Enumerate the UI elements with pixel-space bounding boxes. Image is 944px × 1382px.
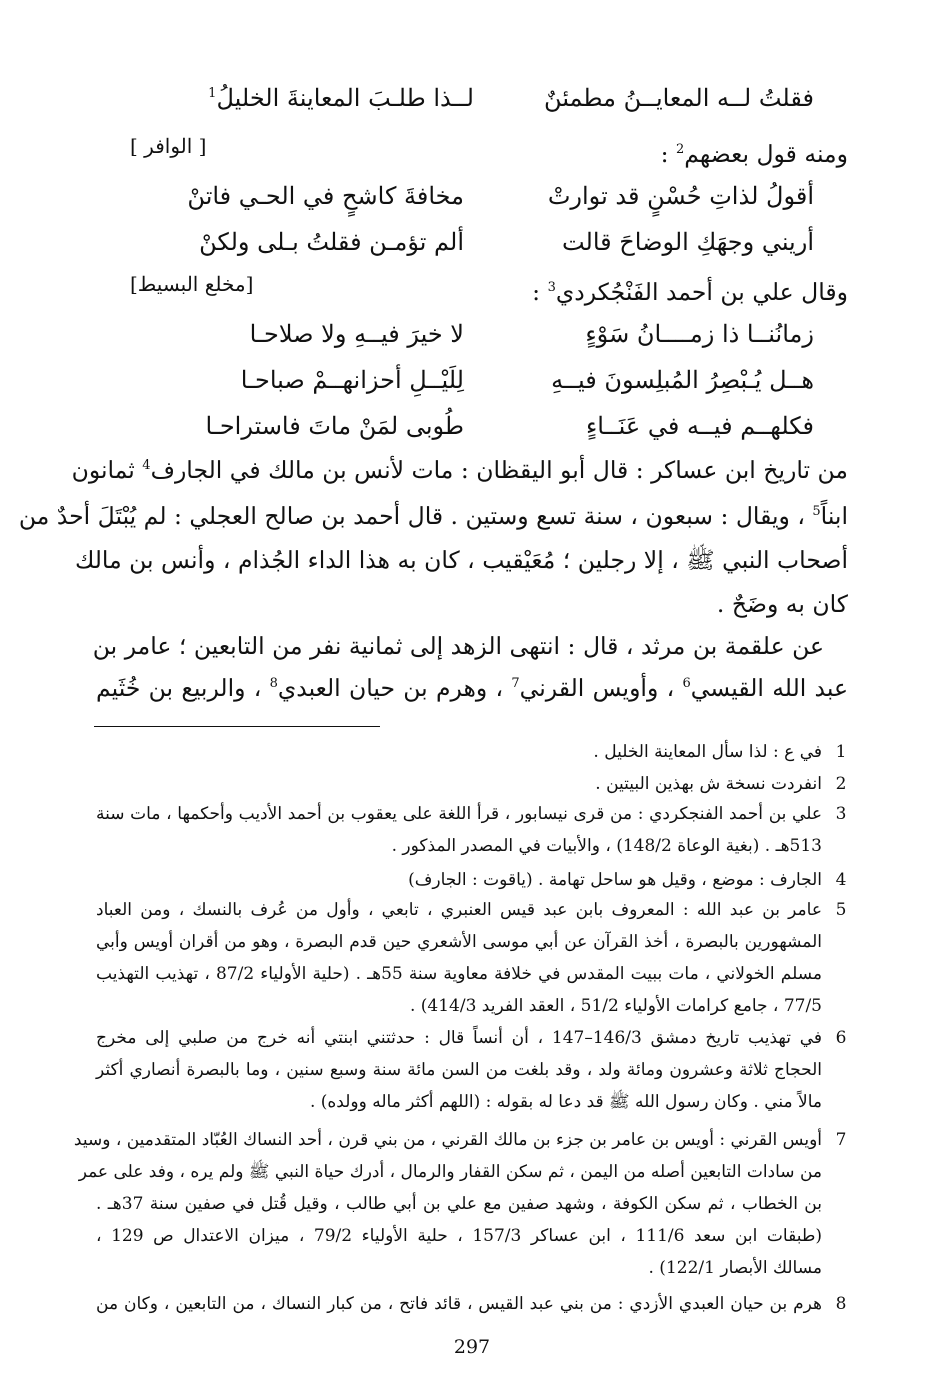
body-text-line (71, 450, 848, 490)
footnote (96, 894, 848, 1022)
body-text: ، والربيع بن خُثَيم (96, 674, 270, 702)
verse-second-hemistich (208, 78, 474, 118)
verse-first-hemistich: أريني وجهَكِ الوضاحَ قالت (561, 228, 814, 256)
footnote-number: 8 (835, 1294, 847, 1314)
footnote-ref: 5 (812, 504, 821, 520)
footnote-text: انفردت نسخة ش بهذين البيتين . (595, 774, 822, 794)
footnote-number: 5 (835, 900, 847, 920)
meter-label: [مخلع البسيط] (130, 272, 254, 296)
verse-first-hemistich: فقلتُ لــه المعايــنُ مطمئنٌ (544, 84, 814, 112)
footnote-text: مسالك الأبصار 122/1) . (648, 1258, 822, 1278)
body-text: ، ويقال : سبعون ، سنة تسع وستين . قال أحمد بن صالح العجلي : لم يُبْتَلَ أحدٌ من (18, 502, 813, 530)
body-text-line (96, 584, 848, 624)
poem-intro-text: ومنه قول بعضهم (684, 140, 848, 168)
footnote-text: عامر بن عبد الله : المعروف بابن عبد قيس العنبري ، تابعي ، وأول من عُرف بالنسك ، ومن العباد (96, 900, 822, 920)
body-text: ثمانون (71, 456, 143, 484)
poem-verse (0, 222, 944, 262)
footnote-text: الجارف : موضع ، وقيل هو ساحل تهامة . (ياقوت : الجارف) (408, 870, 822, 890)
footnote-number: 4 (835, 870, 847, 890)
poem-intro-text: وقال علي بن أحمد الفَنْجُكردي (555, 278, 848, 306)
footnote-text: علي بن أحمد الفنجكردي : من قرى نيسابور ، قرأ اللغة على يعقوب بن أحمد الأديب وأحكمها ، مات سنة (96, 804, 822, 824)
body-text: أصحاب النبي ﷺ ، إلا رجلين ؛ مُعَيْقيب ، كان به هذا الداء الجُذام ، وأنس بن مالك (74, 546, 848, 574)
footnote-text: في تهذيب تاريخ دمشق 146/3–147 ، أن أنساً قال : حدثتني ابنتي أنه خرج من صلبي إلى مخرج (96, 1028, 823, 1048)
verse-first-hemistich: زمانُنــا ذا زمــــانُ سَوْءٍ (585, 320, 814, 348)
poem-intro (661, 134, 848, 174)
footnote-text: بن الخطاب ، ثم سكن الكوفة ، وشهد صفين مع علي بن أبي طالب ، وقيل قُتل في صفين سنة 37هـ . (96, 1194, 822, 1214)
footnote (96, 798, 848, 862)
poem-verse (0, 406, 944, 446)
body-text: ، وهرم بن حيان العبدي (277, 674, 512, 702)
footnote (73, 1124, 848, 1284)
footnote-text: أويس القرني : أويس بن عامر بن جزء بن مالك القرني ، من بني قرن ، أحد النساك العُبّاد المتقدمين ، وسيد (73, 1130, 822, 1150)
verse-second-hemistich-text: لــذا طلـبَ المعاينةَ الخليلُ (216, 84, 474, 112)
footnote-ref: 4 (142, 458, 151, 474)
verse-second-hemistich: مخافةَ كاشحٍ في الحـي فاتنْ (187, 182, 464, 210)
footnote-text: مسلم الخولاني ، مات ببيت المقدس في خلافة معاوية سنة 55هـ . (حلية الأولياء 87/2 ، تهذيب التهذيب (96, 964, 822, 984)
footnote-ref: 7 (511, 676, 520, 692)
footnote-text: هرم بن حيان العبدي الأزدي : من بني عبد القيس ، قائد فاتح ، من كبار النساك ، من التابعين ، وكان من (96, 1294, 822, 1314)
footnote-text: مالاً مني . وكان رسول الله ﷺ قد دعا له بقوله : (اللهم أكثر ماله وولده) . (309, 1092, 822, 1112)
footnote-text: (طبقات ابن سعد 111/6 ، ابن عساكر 157/3 ، حلية الأولياء 79/2 ، ميزان الاعتدال ص 129 ، (96, 1226, 823, 1246)
footnote-separator (94, 726, 380, 727)
footnote-ref: 8 (269, 676, 278, 692)
body-text: عبد الله القيسي (690, 674, 848, 702)
footnote-text: المشهورين بالبصرة ، أخذ القرآن عن أبي موسى الأشعري حين قدم البصرة ، وهو من أقران أويس وأبي (96, 932, 822, 952)
footnote-text: 77/5 ، جامع كرامات الأولياء 51/2 ، العقد الفريد 414/3) . (409, 996, 822, 1016)
page-number: 297 (453, 1336, 491, 1358)
body-text-line (74, 540, 848, 580)
verse-first-hemistich: أقولُ لذاتِ حُسْنٍ قد توارتْ (547, 182, 814, 210)
footnote (96, 1022, 848, 1118)
body-text-line (92, 626, 824, 666)
footnote-text: 513هـ . (بغية الوعاة 148/2) ، والأبيات في المصدر المذكور . (391, 836, 822, 856)
verse-second-hemistich: ألم تؤمـن فقلتُ بـلى ولكنْ (199, 228, 464, 256)
poem-verse (0, 176, 944, 216)
verse-second-hemistich: لا خيرَ فيــهِ ولا صلاحـا (249, 320, 464, 348)
body-text: ، وأويس القرني (519, 674, 683, 702)
footnote-number: 6 (835, 1028, 847, 1048)
footnote-number: 3 (835, 804, 847, 824)
footnote-number: 2 (835, 774, 847, 794)
poem-verse (0, 314, 944, 354)
body-text-line (18, 496, 848, 536)
poem-intro (532, 272, 848, 312)
meter-label: [ الوافر ] (130, 134, 207, 158)
colon: : (660, 140, 669, 168)
footnote-ref: 6 (682, 676, 691, 692)
footnote-number: 1 (835, 742, 847, 762)
colon: : (532, 278, 541, 306)
body-text-line (96, 668, 848, 708)
body-text: ابناً (820, 502, 848, 530)
verse-first-hemistich: فكلهــم فيــه في عَنَــاءٍ (586, 412, 814, 440)
footnote-ref: 2 (675, 142, 685, 158)
verse-second-hemistich: لِلَيْــلِ أحزانهــمْ صباحـا (240, 366, 464, 394)
poem-verse (0, 78, 944, 118)
body-text: من تاريخ ابن عساكر : قال أبو اليقظان : مات لأنس بن مالك في الجارف (150, 456, 848, 484)
footnote-text: الحجاج ثلاثة وعشرون ومائة ولد ، وقد بلغت من السن مائة سنة وسبع سنين ، وما بالبصرة أنصاري أكثر (96, 1060, 822, 1080)
footnote-ref: 1 (208, 86, 217, 101)
verse-first-hemistich: هــل يُـبْصِرُ المُبلِسونَ فيــهِ (551, 366, 814, 394)
footnote-ref: 3 (547, 280, 556, 296)
footnote-text: في ع : لذا سأل المعاينة الخليل . (593, 742, 822, 762)
footnote-number: 7 (835, 1130, 847, 1150)
verse-second-hemistich: طُوبى لمَنْ ماتَ فاستراحـا (205, 412, 464, 440)
body-text: عن علقمة بن مرثد ، قال : انتهى الزهد إلى ثمانية نفر من التابعين ؛ عامر بن (92, 632, 824, 660)
poem-verse (0, 360, 944, 400)
body-text: كان به وضَحٌ . (716, 590, 848, 618)
footnote-text: من سادات التابعين أصله من اليمن ، ثم سكن القفار والرمال ، أدرك حياة النبي ﷺ ولم يره ، وفد على عمر (78, 1162, 822, 1182)
